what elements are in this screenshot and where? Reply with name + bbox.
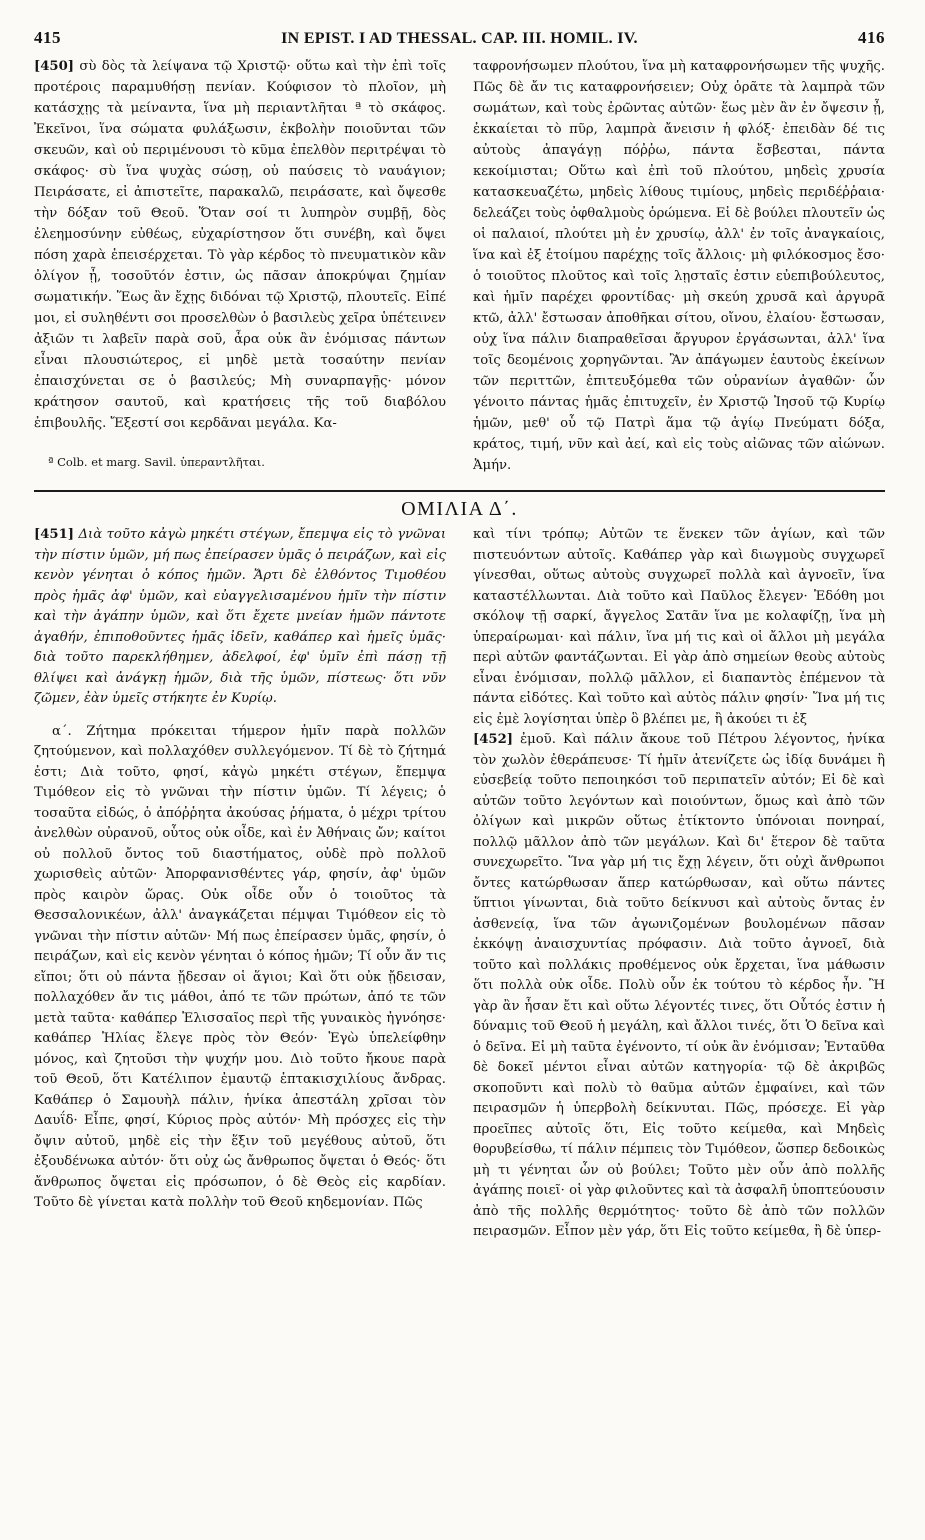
upper-right-text: ταφρονήσωμεν πλούτου, ἵνα μὴ καταφρονήσωμεν τῆς ψυχῆς. Πῶς δὲ ἄν τις καταφρονήσειεν; Οὐχ ὁρᾶτε τὰ λαμπρὰ τῶν σωμάτων, καὶ τοὺς ἐρῶντας αὐτῶν· ἕως μὲν ἂν ἐν ὄψεσιν ᾖ, ἐκκαίεται τὸ πῦρ, λαμπρὰ ἄνεισιν ἡ φλόξ· ἐπειδὰν δέ τις αὐτοὺς ἀπαγάγῃ πόῤῥω, πάντα ἔσβεσται, πάντα κεκοίμισται; Οὕτω καὶ ἐπὶ τοῦ πλούτου, μηδεὶς χρυσία κατασκευαζέτω, μηδεὶς λίθους τιμίους, μηδεὶς περιδέῤῥαια· δελεάζει τοὺς ὀφθαλμοὺς ὁρώμενα. Εἰ δὲ βούλει πλουτεῖν ὡς οἱ παλαιοί, πλούτει μὴ ἐν χρυσίῳ, ἀλλ' ἐν τοῖς ἀναγκαίοις, ἵνα καὶ ἐξ ἑτοίμου παρέχῃς τοῖς ἄλλοις· μὴ φιλόκοσμος ἔσο· ὁ τοιοῦτος πλοῦτος καὶ τοῖς λῃσταῖς ἐστιν εὐεπιβούλευτος, καὶ ἡμῖν παρέχει φροντίδας· μὴ σκεύη χρυσᾶ καὶ ἀργυρᾶ κτῶ, ἀλλ' ἔστωσαν ἀποθῆκαι σίτου, οἴνου, ἐλαίου· ἔστωσαν, οὐχ ἵνα πάλιν διαπραθεῖσαι ἄργυρον ἐργάσωνται, ἀλλ' ἵνα τοῖς δεομένοις χορηγῶνται. Ἂν ἀπάγωμεν ἑαυτοὺς ἐκείνων τῶν περιττῶν, ἐπιτευξόμεθα τῶν οὐρανίων ἀγαθῶν· ὧν γένοιτο πάντας ἡμᾶς ἐπιτυχεῖν, ἐν Χριστῷ Ἰησοῦ τῷ Κυρίῳ ἡμῶν, μεθ' οὗ τῷ Πατρὶ ἅμα τῷ ἁγίῳ Πνεύματι δόξα, κράτος, τιμή, νῦν καὶ ἀεί, καὶ εἰς τοὺς αἰῶνας τῶν αἰώνων. Ἀμήν. (473, 59, 885, 473)
running-header (34, 28, 885, 48)
lower-right-text-b: ἐμοῦ. Καὶ πάλιν ἄκουε τοῦ Πέτρου λέγοντος, ἡνίκα τὸν χωλὸν ἐθεράπευσε· Τί ἡμῖν ἀτενίζετε ὡς ἰδίᾳ δυνάμει ἢ εὐσεβείᾳ τοῦτο πεποιηκόσι τοῦ περιπατεῖν αὐτόν; Εἰ δὲ καὶ αὐτῶν τοῦτο λεγόντων καὶ ποιούντων, ὅμως καὶ ἀπὸ τῶν ὀλίγων καὶ μικρῶν οὕτως ἐτίκτοντο ὑπόνοιαι πονηραί, πολλῷ μᾶλλον ἀπὸ τῶν μεγάλων. Καὶ δι' ἕτερον δὲ ταῦτα συνεχωρεῖτο. Ἵνα γὰρ μή τις ἔχῃ λέγειν, ὅτι οὐχὶ ἄνθρωποι ὄντες κατώρθωσαν ἅπερ κατώρθωσαν, καὶ οὕτω πάντες ὕπτιοι γίνωνται, διὰ τοῦτο δείκνυσι καὶ αὐτοὺς ὄντας ἐν ἀσθενείᾳ, ἵνα τῶν ἀγωνιζομένων βουλομένων πᾶσαν ἐκκόψῃ ἀναισχυντίας πρόφασιν. Διὰ τοῦτο ἀγνοεῖ, διὰ τοῦτο καὶ πολλάκις προθέμενος οὐκ ἔρχεται, ἵνα μάθωσιν ὅτι πολλὰ οὐκ οἶδε. Πολὺ οὖν ἐκ τούτου τὸ κέρδος ἦν. Ἢ γὰρ ἂν ἦσαν ἔτι καὶ οὕτω λέγοντές τινες, ὅτι Οὗτός ἐστιν ἡ δύναμις τοῦ Θεοῦ ἡ μεγάλη, καὶ ἄλλοι τινές, ὅτι Ὁ δεῖνα καὶ ὁ δεῖνα. Εἰ μὴ ταῦτα ἐγένοντο, τί οὐκ ἂν ἐνόμισαν; Ἐνταῦθα δὲ δοκεῖ μέντοι εἶναι αὐτῶν κατηγορία· τῷ δὲ ἀκριβῶς σκοποῦντι καὶ πολὺ τὸ θαῦμα αὐτῶν ἐμφαίνει, καὶ τῶν πειρασμῶν ἡ ὑπερβολὴ δείκνυται. Πῶς, πρόσεχε. Εἰ γὰρ προεῖπες αὐτοῖς ὅτι, Εἰς τοῦτο κείμεθα, καὶ Μηδεὶς θορυβείσθω, τί πάλιν πέμπεις τὸν Τιμόθεον, ὥσπερ δεδοικὼς μὴ τι γένηται ὧν οὐ βούλει; Τοῦτο μὲν οὖν ἀπὸ πολλῆς ἀγάπης ποιεῖ· οἱ γὰρ φιλοῦντες καὶ τὰ ἀσφαλῆ ὑποπτεύουσιν ἀπὸ τῆς πολλῆς θερμότητος· τοῦτο δὲ ἀπὸ τῶν πολλῶν πειρασμῶν. Εἶπον μὲν γάρ, ὅτι Εἰς τοῦτο κείμεθα, ἢ δὲ ὑπερ- (473, 732, 885, 1239)
lower-right-column (473, 525, 885, 1243)
upper-left-column (34, 56, 446, 476)
lower-columns (34, 525, 885, 1243)
page-reference: [450] (34, 59, 75, 74)
page-number-right: 416 (858, 28, 885, 47)
upper-left-text: σὺ δὸς τὰ λείψανα τῷ Χριστῷ· οὕτω καὶ τὴν ἐπὶ τοῖς προτέροις παραμυθήσῃ πενίαν. Κούφισον τὸ πλοῖον, μὴ κατάσχῃς τὰ μείναντα, ἵνα μὴ περιαντλῆται ª τὸ σκάφος. Ἐκεῖνοι, ἵνα σώματα φυλάξωσιν, ἐκβολὴν ποιοῦνται τῶν σκευῶν, καὶ οὐ περιμένουσι τὸ κῦμα ἐπελθὸν περιτρέψαι τὸ σκάφος· σὺ ἵνα ψυχὰς σώσῃ, οὐ παύσεις τὸ ναυάγιον; Πειράσατε, εἰ ἀπιστεῖτε, παρακαλῶ, πειράσατε, καὶ ὄψεσθε τὴν δόξαν τοῦ Θεοῦ. Ὅταν σοί τι λυπηρὸν συμβῇ, δὸς ἐλεημοσύνην εὐθέως, εὐχαρίστησον ὅτι συνέβη, καὶ ὄψει πόση χαρὰ ἐπεισέρχεται. Τὸ γὰρ κέρδος τὸ πνευματικὸν κἂν ὀλίγον ᾖ, τοσοῦτόν ἐστιν, ὡς πᾶσαν ἀποκρύψαι ζημίαν σωματικήν. Ἕως ἂν ἔχῃς διδόναι τῷ Χριστῷ, πλουτεῖς. Εἰπέ μοι, εἰ συληθέντι σοι προσελθὼν ὁ βασιλεὺς χεῖρα ὑπέτεινεν ἀξιῶν τι λαβεῖν παρὰ σοῦ, ἆρα οὐκ ἂν ἐνόμισας πάντων εἶναι πλουσιώτερος, εἰ μηδὲ μετὰ τοσαύτην πενίαν ἐπαισχύνεται σε ὁ βασιλεύς; Μὴ συναρπαγῇς· μόνον κράτησον σαυτοῦ, καὶ κρατήσεις τῆς τοῦ διαβόλου ἐπιβουλῆς. Ἔξεστί σοι κερδᾶναι μεγάλα. Κα- (34, 59, 446, 431)
running-title: IN EPIST. I AD THESSAL. CAP. III. HOMIL. IV. (281, 30, 638, 47)
upper-right-column (473, 56, 885, 476)
section-divider (34, 490, 885, 492)
lower-right-text-a: καὶ τίνι τρόπῳ; Αὐτῶν τε ἕνεκεν τῶν ἁγίων, καὶ τῶν πιστευόντων αὐτοῖς. Καθάπερ γὰρ καὶ διωγμοὺς συγχωρεῖ γίνεσθαι, οὕτως αὐτοὺς συγχωρεῖ πολλὰ καὶ ἀγνοεῖν, ἵνα καταστέλλωνται. Διὰ τοῦτο καὶ Παῦλος ἔλεγεν· Ἐδόθη μοι σκόλοψ τῇ σαρκί, ἄγγελος Σατᾶν ἵνα με κολαφίζῃ, ἵνα μὴ ὑπεραίρωμαι· καὶ πάλιν, ἵνα μή τις καὶ οἱ ἄλλοι μὴ μεγάλα περὶ αὐτῶν φαντάζωνται. Εἰ γὰρ ἀπὸ σημείων θεοὺς αὐτοὺς εἶναι ἐνόμισαν, πολλῷ μᾶλλον, εἰ διαπαντὸς ἐπέμενον τὰ πάντα εἰδότες. Καὶ τοῦτο καὶ αὐτὸς πάλιν φησίν· Ἵνα μή τις εἰς ἐμὲ λογίσηται ὑπὲρ ὃ βλέπει με, ἢ ἀκούει τι ἐξ (473, 527, 885, 727)
page-reference: [452] (473, 732, 514, 747)
scripture-lemma: Διὰ τοῦτο κἀγὼ μηκέτι στέγων, ἔπεμψα εἰς τὸ γνῶναι τὴν πίστιν ὑμῶν, μή πως ἐπείρασεν ὑμᾶς ὁ πειράζων, καὶ εἰς κενὸν γένηται ὁ κόπος ἡμῶν. Ἄρτι δὲ ἐλθόντος Τιμοθέου πρὸς ἡμᾶς ἀφ' ὑμῶν, καὶ εὐαγγελισαμένου ἡμῖν τὴν πίστιν καὶ τὴν ἀγάπην ὑμῶν, καὶ ὅτι ἔχετε μνείαν ἡμῶν πάντοτε ἀγαθήν, ἐπιποθοῦντες ἡμᾶς ἰδεῖν, καθάπερ καὶ ἡμεῖς ὑμᾶς· διὰ τοῦτο παρεκλήθημεν, ἀδελφοί, ἐφ' ὑμῖν ἐπὶ πάσῃ τῇ θλίψει καὶ ἀνάγκῃ ἡμῶν, διὰ τῆς ὑμῶν, πίστεως· ὅτι νῦν ζῶμεν, ἐὰν ὑμεῖς στήκητε ἐν Κυρίῳ. (34, 527, 446, 706)
upper-columns (34, 56, 885, 476)
footnote: ª Colb. et marg. Savil. ὑπεραντλῆται. (48, 455, 265, 469)
lower-left-text: α΄. Ζήτημα πρόκειται τήμερον ἡμῖν παρὰ πολλῶν ζητούμενον, καὶ πολλαχόθεν συλλεγόμενον. Τί δὲ τὸ ζήτημά ἐστι; Διὰ τοῦτο, φησί, κἀγὼ μηκέτι στέγων, ἔπεμψα Τιμόθεον εἰς τὸ γνῶναι τὴν πίστιν ὑμῶν. Τί λέγεις; ὁ τοσαῦτα εἰδώς, ὁ ἀπόῤῥητα ἀκούσας ῥήματα, ὁ μέχρι τρίτου ἀνελθὼν οὐρανοῦ, οὗτος οὐκ οἶδε, καὶ ἐν Ἀθήναις ὤν; καίτοι οὐ πολλοῦ ὄντος τοῦ διαστήματος, οὐδὲ πρὸ πολλοῦ χωρισθεὶς αὐτῶν· Ἀπορφανισθέντες γάρ, φησίν, ἀφ' ὑμῶν πρὸς καιρὸν ὥρας. Οὐκ οἶδε οὖν ὁ τοιοῦτος τὰ Θεσσαλονικέων, ἀλλ' ἀναγκάζεται πέμψαι Τιμόθεον εἰς τὸ γνῶναι τὴν πίστιν αὐτῶν· Μή πως ἐπείρασεν ὑμᾶς, φησίν, ὁ πειράζων, καὶ εἰς κενὸν γένηται ὁ κόπος ἡμῶν; Τί οὖν ἄν τις εἴποι; ὅτι οὐ πάντα ᾔδεσαν οἱ ἅγιοι; Καὶ ὅτι οὐκ ᾔδεισαν, πολλαχόθεν ἄν τις μάθοι, ἀπό τε τῶν πρώτων, ἀπό τε τῶν μετὰ ταῦτα· καθάπερ Ἐλισσαῖος περὶ τῆς γυναικὸς ἠγνόησε· καθάπερ Ἠλίας ἔλεγε πρὸς τὸν Θεόν· Ἐγὼ ὑπελείφθην μόνος, καὶ ζητοῦσι τὴν ψυχήν μου. Διὸ τοῦτο ἤκουε παρὰ τοῦ Θεοῦ, ὅτι Κατέλιπον ἐμαυτῷ ἑπτακισχιλίους ἄνδρας. Καθάπερ ὁ Σαμουὴλ πάλιν, ἡνίκα ἀπεστάλη χρῖσαι τὸν Δαυΐδ· Εἶπε, φησί, Κύριος πρὸς αὐτόν· Μὴ πρόσχες εἰς τὴν ὄψιν αὐτοῦ, μηδὲ εἰς τὴν ἕξιν τοῦ μεγέθους αὐτοῦ, ὅτι ἐξουδένωκα αὐτόν· ὅτι οὐχ ὡς ἄνθρωπος ὄψεται ὁ Θεός· ὅτι ἄνθρωπος ὄψεται εἰς πρόσωπον, ὁ δὲ Θεὸς εἰς καρδίαν. Τοῦτο δὲ γίνεται κατὰ πολλὴν τοῦ Θεοῦ κηδεμονίαν. Πῶς (34, 723, 446, 1210)
page-reference: [451] (34, 527, 75, 542)
page-number-left: 415 (34, 28, 61, 47)
lower-left-column (34, 525, 446, 1243)
homily-title: ΟΜΙΛΙΑ Δ΄. (401, 498, 518, 520)
